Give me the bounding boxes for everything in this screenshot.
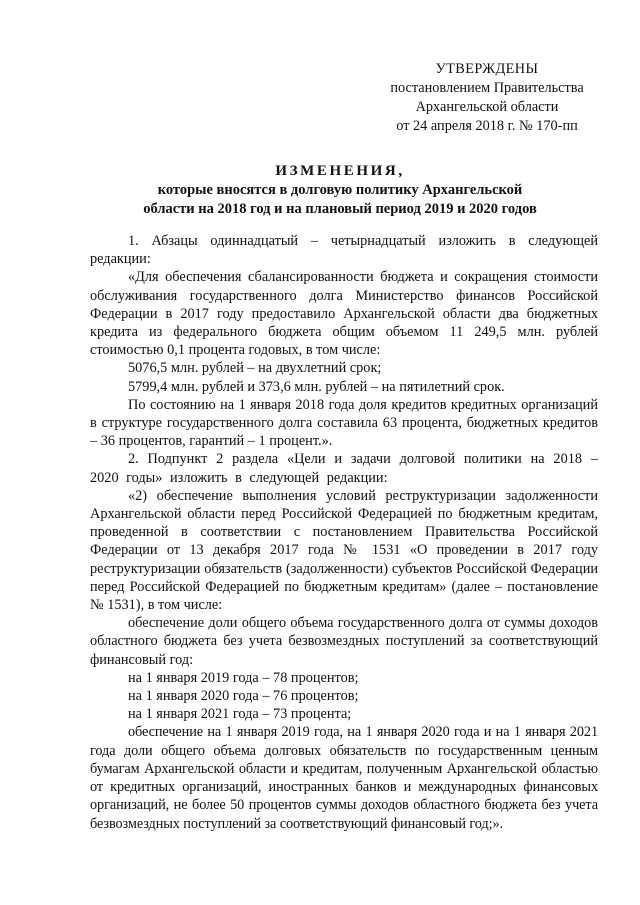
paragraph-item-2: 2. Подпункт 2 раздела «Цели и задачи долговой политики на 2018 – 2020 годы» изложить в следующей редакции: — [90, 451, 598, 486]
paragraph-quote-start: «Для обеспечения сбалансированности бюджета и сокращения стоимости обслуживания государственного долга Министерство финансов Российской Федерации в 2017 году предоставило Архангельской области два бюджетных кредита из федерального бюджета общим объемом 11 249,5 млн. рублей стоимостью 0,1 процента годовых, в том числе: — [90, 269, 598, 359]
paragraph-subitem: «2) обеспечение выполнения условий реструктуризации задолженности Архангельской области перед Российской Федерацией по бюджетным кредитам, проведенной в соответствии с постановлением Правительства Российской Федерации от 13 декабря 2017 года № 1531 «О проведении в 2017 году реструктуризации обязательств (задолженности) субъектов Российской Федерации перед Российской Федерацией по бюджетным кредитам» (далее – постановление № 1531), в том числе: — [90, 487, 598, 614]
paragraph-status: По состоянию на 1 января 2018 года доля кредитов кредитных организаций в структуре государственного долга составила 63 процента, бюджетных кредитов – 36 процентов, гарантий – 1 процент.». — [90, 396, 598, 450]
paragraph-list-item: 5799,4 млн. рублей и 373,6 млн. рублей – на пятилетний срок. — [128, 378, 505, 395]
paragraph-list-item: на 1 января 2021 года – 73 процента; — [128, 706, 352, 723]
paragraph-list-item: на 1 января 2019 года – 78 процентов; — [128, 669, 359, 686]
paragraph-closing: обеспечение на 1 января 2019 года, на 1 января 2020 года и на 1 января 2021 года доли общего объема долговых обязательств по государственным ценным бумагам Архангельской области и кредитам, полученным Архангельской областью от кредитных организаций, иностранных банков и международных финансовых организаций, не более 50 процентов суммы доходов областного бюджета без учета безвозмездных поступлений за соответствующий финансовый год;». — [90, 724, 598, 832]
paragraph-list-item: на 1 января 2020 года – 76 процентов; — [128, 688, 359, 705]
approval-stamp — [372, 60, 602, 136]
approval-line: Архангельской области — [415, 99, 559, 115]
paragraph-share: обеспечение доли общего объема государственного долга от суммы доходов областного бюджета без учета безвозмездных поступлений за соответствующий финансовый год: — [90, 615, 598, 668]
paragraph-list-item: 5076,5 млн. рублей – на двухлетний срок; — [128, 360, 382, 377]
title-heading: ИЗМЕНЕНИЯ, — [275, 163, 405, 179]
paragraph-item-1: 1. Абзацы одиннадцатый – четырнадцатый изложить в следующей редакции: — [90, 233, 598, 268]
approval-heading: УТВЕРЖДЕНЫ — [435, 61, 539, 77]
approval-date-line: от 24 апреля 2018 г. № 170-пп — [396, 118, 578, 134]
document-body — [90, 232, 598, 833]
title-subline: области на 2018 год и на плановый период 2019 и 2020 годов — [143, 201, 537, 217]
title-subline: которые вносятся в долговую политику Архангельской — [157, 182, 523, 198]
document-title — [80, 162, 600, 219]
approval-line: постановлением Правительства — [390, 80, 584, 96]
